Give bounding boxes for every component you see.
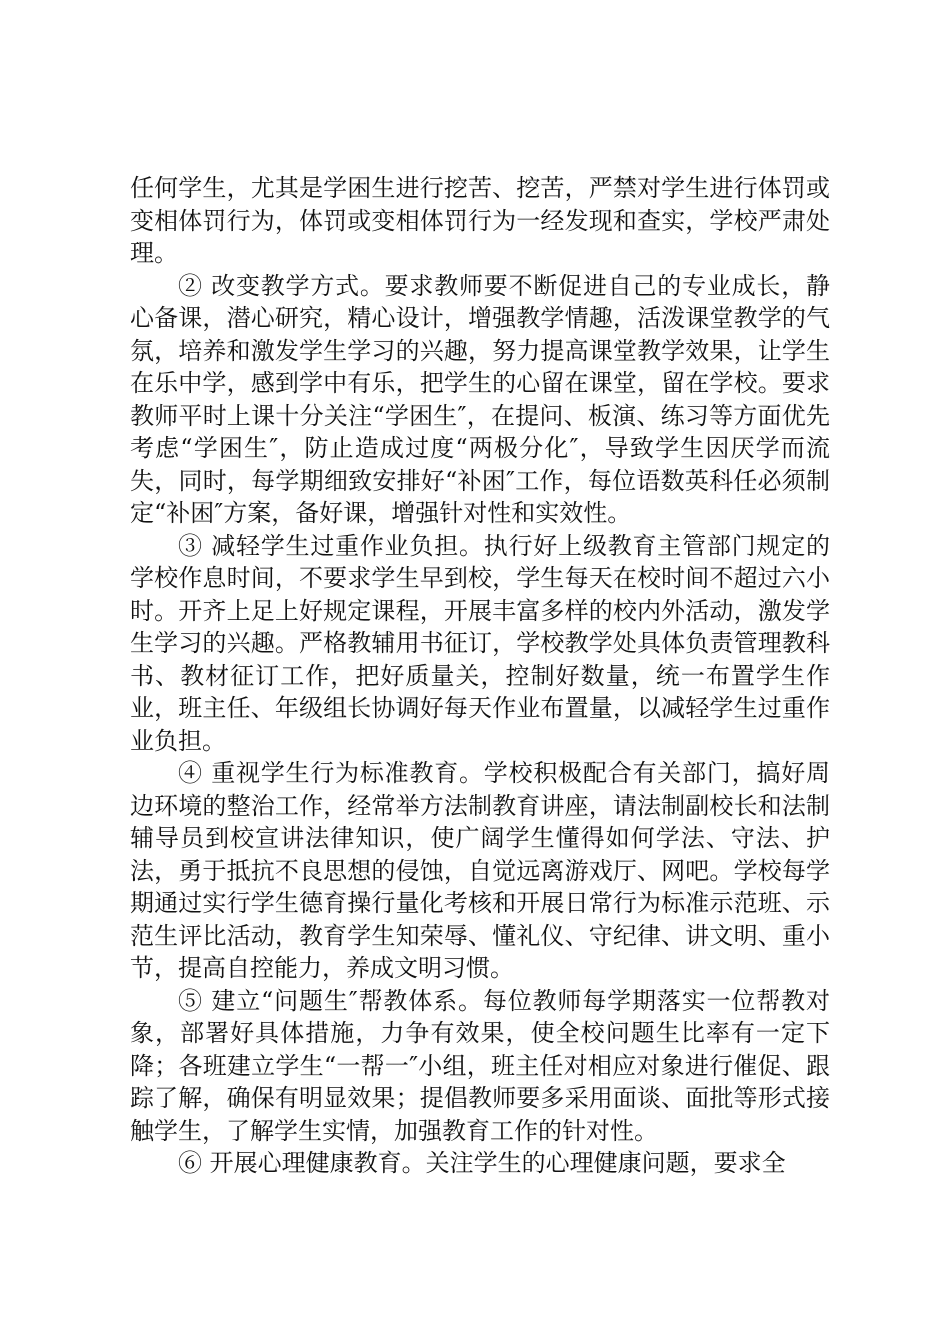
paragraph-behavior-education: ④ 重视学生行为标准教育。学校积极配合有关部门，搞好周边环境的整治工作，经常举方法制教育讲座，请法制副校长和法制辅导员到校宣讲法律知识，使广阔学生懂得如何学法、守法、护法，勇于抵抗不良思想的侵蚀，自觉远离游戏厅、网吧。学校每学期通过实行学生德育操行量化考核和开展日常行为标准示范班、示范生评比活动，教育学生知荣辱、懂礼仪、守纪律、讲文明、重小节，提高自控能力，养成文明习惯。	[130, 759, 830, 982]
document-body	[130, 172, 830, 1180]
paragraph-mental-health: ⑥ 开展心理健康教育。关注学生的心理健康问题，要求全	[178, 1149, 786, 1177]
paragraph-teaching-method: ② 改变教学方式。要求教师要不断促进自己的专业成长，静心备课，潜心研究，精心设计，增强教学情趣，活泼课堂教学的气氛，培养和激发学生学习的兴趣，努力提高课堂教学效果，让学生在乐中学，感到学中有乐，把学生的心留在课堂，留在学校。要求教师平时上课十分关注“学困生″，在提问、板演、练习等方面优先考虑“学困生″，防止造成过度“两极分化″，导致学生因厌学而流失，同时，每学期细致安排好“补困″工作，每位语数英科任必须制定“补困″方案，备好课，增强针对性和实效性。	[130, 271, 830, 527]
paragraph-problem-student-support: ⑤ 建立“问题生″帮教体系。每位教师每学期落实一位帮教对象，部署好具体措施，力争有效果，使全校问题生比率有一定下降；各班建立学生“一帮一″小组，班主任对相应对象进行催促、跟踪了解，确保有明显效果；提倡教师要多采用面谈、面批等形式接触学生，了解学生实情，加强教育工作的针对性。	[130, 986, 830, 1145]
paragraph-reduce-homework: ③ 减轻学生过重作业负担。执行好上级教育主管部门规定的学校作息时间，不要求学生早到校，学生每天在校时间不超过六小时。开齐上足上好规定课程，开展丰富多样的校内外活动，激发学生学习的兴趣。严格教辅用书征订，学校教学处具体负责管理教科书、教材征订工作，把好质量关，控制好数量，统一布置学生作业，班主任、年级组长协调好每天作业布置量，以减轻学生过重作业负担。	[130, 531, 830, 755]
paragraph-continuation: 任何学生，尤其是学困生进行挖苦、挖苦，严禁对学生进行体罚或变相体罚行为，体罚或变相体罚行为一经发现和查实，学校严肃处理。	[130, 174, 830, 267]
